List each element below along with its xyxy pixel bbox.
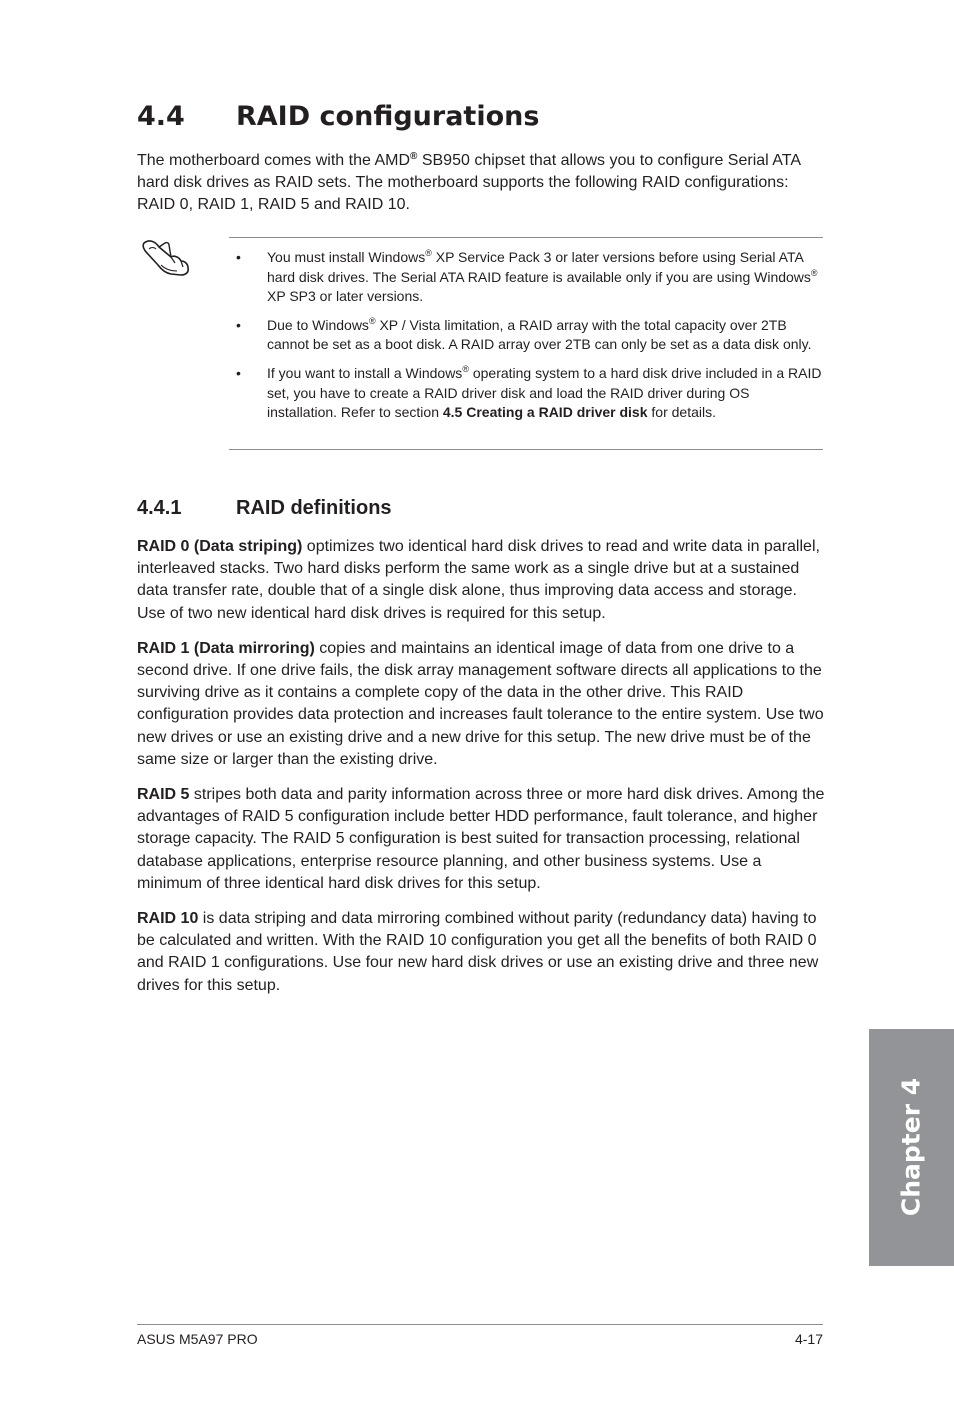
definition-text: stripes both data and parity information across three or more hard disk drives. Among the advantages of RAID 5 configuration include better HDD performance, fault tolerance, and higher storage capacity. The RAID 5 configuration is best suited for transaction processing, relational database applications, enterprise resource planning, and other business systems. Use a minimum of three identical hard disk drives for this setup. [137, 786, 825, 892]
definition-term: RAID 1 (Data mirroring) [137, 639, 315, 657]
bullet: • [236, 316, 241, 333]
registered-mark: ® [425, 248, 432, 258]
definition-raid-5 [137, 784, 827, 895]
definition-term: RAID 0 (Data striping) [137, 538, 303, 555]
note-text: XP SP3 or later versions. [267, 288, 424, 305]
note-item [229, 248, 823, 307]
definition-raid-0 [137, 536, 827, 625]
section-number: 4.4 [137, 101, 185, 132]
note-text: operating system to a hard disk drive included in a RAID set, you have to create a RAID driver disk and load the RAID driver during OS installation. Refer to section [267, 364, 822, 421]
intro-text-end: SB950 chipset that allows you to configure Serial ATA hard disk drives as RAID sets. The motherboard supports the following RAID configurations: RAID 0, RAID 1, RAID 5 and RAID 10. [137, 152, 801, 213]
definition-text: is data striping and data mirroring combined without parity (redundancy data) having to be calculated and written. With the RAID 10 configuration you get all the benefits of both RAID 0 and RAID 1 configurations. Use four new hard disk drives or use an existing drive and three new drives for this setup. [137, 910, 819, 994]
note-text: If you want to install a Windows [267, 364, 463, 381]
chapter-label: Chapter 4 [896, 1077, 926, 1217]
chapter-tab [869, 1029, 954, 1266]
note-box [229, 237, 823, 450]
note-text: XP Service Pack 3 or later versions before using Serial ATA hard disk drives. The Serial ATA RAID feature is available only if you are using Windows [267, 249, 811, 285]
note-text: Due to Windows [267, 316, 369, 333]
note-list [229, 248, 823, 432]
section-title-text: RAID configurations [236, 101, 540, 132]
note-text: You must install Windows [267, 249, 426, 265]
definition-text: copies and maintains an identical image of data from one drive to a second drive. If one drive fails, the disk array management software directs all applications to the surviving drive as it contains a complete copy of the data in the other drive. This RAID configuration provides data protection and increases fault tolerance to the entire system. Use two new drives or use an existing drive and a new drive for this setup. The new drive must be of the same size or larger than the existing drive. [137, 639, 824, 768]
note-text: for details. [647, 404, 716, 421]
registered-mark: ® [410, 151, 418, 162]
hand-pointer-icon [141, 235, 193, 277]
subsection-title-text: RAID definitions [236, 497, 392, 519]
definition-text: optimizes two identical hard disk drives to read and write data in parallel, interleaved stacks. Two hard disks perform the same work as a single drive but at a sustained data transfer rate, double that of a single disk alone, thus improving data access and storage. Use of two new identical hard disk drives is required for this setup. [137, 538, 820, 622]
note-item [229, 364, 823, 423]
registered-mark: ® [368, 315, 376, 326]
definition-term: RAID 10 [137, 910, 199, 928]
registered-mark: ® [462, 363, 469, 374]
section-reference: 4.5 Creating a RAID driver disk [442, 404, 648, 421]
footer-page-number: 4-17 [794, 1331, 823, 1347]
footer-divider [137, 1324, 823, 1325]
registered-mark: ® [810, 267, 818, 278]
note-text: XP / Vista limitation, a RAID array with the total capacity over 2TB cannot be set as a boot disk. A RAID array over 2TB can only be set as a data disk only. [267, 316, 812, 353]
subsection-number: 4.4.1 [137, 497, 182, 519]
definition-raid-10 [137, 908, 827, 997]
intro-paragraph [137, 150, 817, 216]
subsection-title [137, 497, 392, 520]
section-title [137, 101, 539, 132]
bullet: • [236, 364, 241, 381]
intro-text-start: The motherboard comes with the AMD [137, 152, 411, 169]
footer-product-name: ASUS M5A97 PRO [137, 1331, 258, 1347]
definition-term: RAID 5 [137, 786, 190, 804]
note-item [229, 316, 823, 355]
bullet: • [236, 249, 241, 265]
definition-raid-1 [137, 638, 827, 771]
definitions [137, 536, 827, 1010]
